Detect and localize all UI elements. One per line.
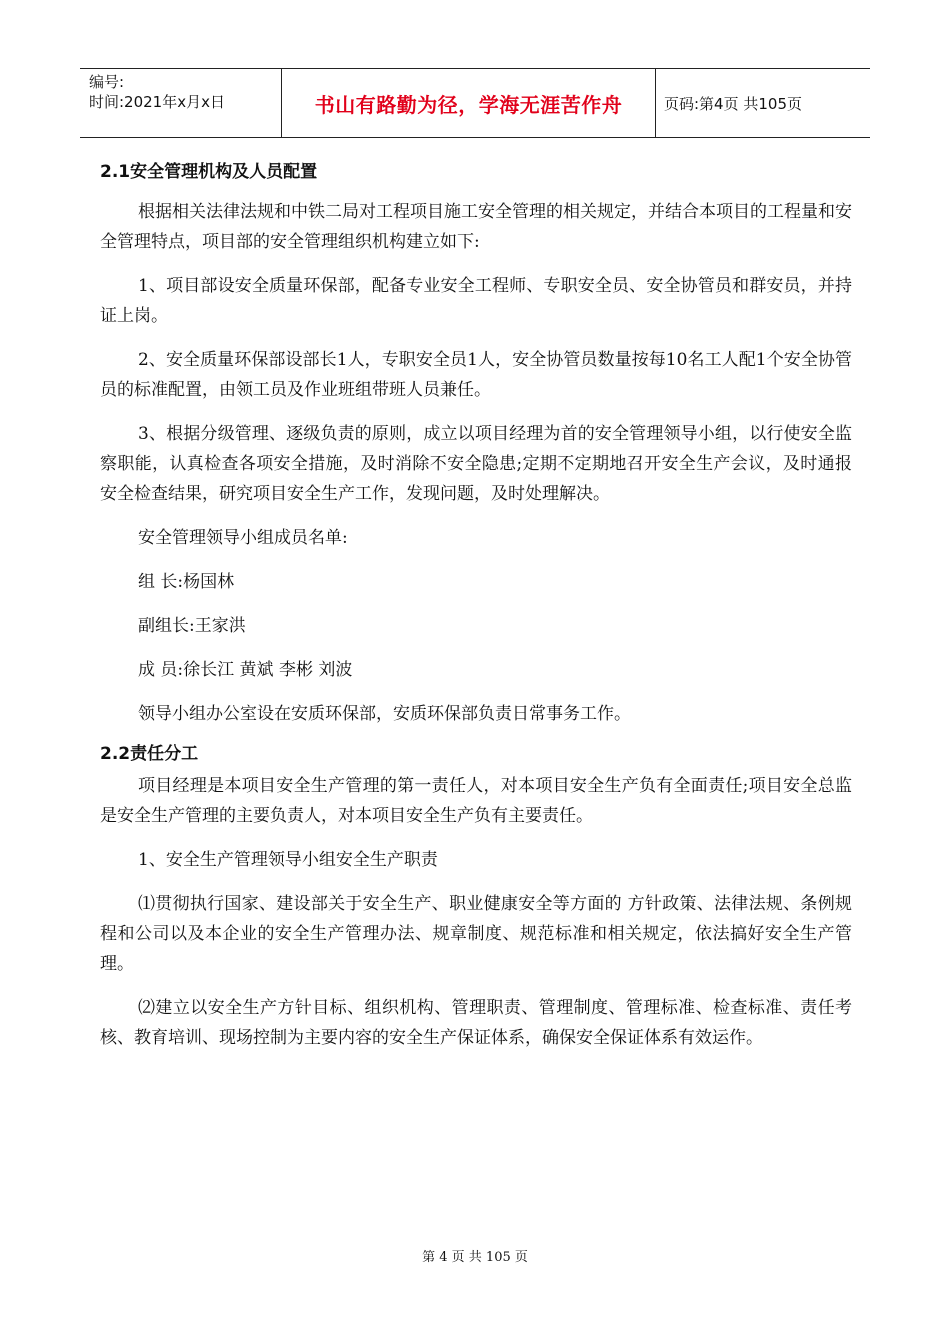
page-header [80,68,870,138]
section-heading-2-2: 2.2责任分工 [100,744,199,764]
section2-item-1-title: 1、安全生产管理领导小组安全生产职责 [138,850,438,870]
duty-2: ⑵建立以安全生产方针目标、组织机构、管理职责、管理制度、管理标准、检查标准、责任考核、教育培训、现场控制为主要内容的安全生产保证体系，确保安全保证体系有效运作。 [100,998,852,1048]
group-leader: 组 长:杨国林 [138,572,235,592]
section1-item-3: 3、根据分级管理、逐级负责的原则，成立以项目经理为首的安全管理领导小组，以行使安全监察职能，认真检查各项安全措施，及时消除不安全隐患;定期不定期地召开安全生产会议，及时通报安全检查结果，研究项目安全生产工作，发现问题，及时处理解决。 [100,424,852,504]
section1-item-2: 2、安全质量环保部设部长1人，专职安全员1人，安全协管员数量按每10名工人配1个安全协管员的标准配置，由领工员及作业班组带班人员兼任。 [100,350,852,400]
page-footer: 第 4 页 共 105 页 [422,1250,528,1265]
document-number-label: 编号: [89,73,125,91]
duty-1: ⑴贯彻执行国家、建设部关于安全生产、职业健康安全等方面的 方针政策、法律法规、条例规程和公司以及本企业的安全生产管理办法、规章制度、规范标准和相关规定，依法搞好安全生产管理。 [100,894,852,974]
section1-item-1: 1、项目部设安全质量环保部，配备专业安全工程师、专职安全员、安全协管员和群安员，并持证上岗。 [100,276,852,326]
group-deputy: 副组长:王家洪 [138,616,246,636]
header-slogan: 书山有路勤为径，学海无涯苦作舟 [282,69,656,137]
members-title: 安全管理领导小组成员名单: [138,528,348,548]
header-page-info: 页码:第4页 共105页 [664,94,802,113]
document-body [100,155,852,1053]
group-members: 成 员:徐长江 黄斌 李彬 刘波 [138,660,353,680]
document-date: 时间:2021年x月x日 [89,93,225,111]
header-meta [80,69,282,137]
section-heading-2-1: 2.1安全管理机构及人员配置 [100,162,318,182]
section1-intro: 根据相关法律法规和中铁二局对工程项目施工安全管理的相关规定，并结合本项目的工程量和安全管理特点，项目部的安全管理组织机构建立如下: [100,202,852,252]
office-note: 领导小组办公室设在安质环保部，安质环保部负责日常事务工作。 [138,704,631,724]
section2-intro: 项目经理是本项目安全生产管理的第一责任人，对本项目安全生产负有全面责任;项目安全总监是安全生产管理的主要负责人，对本项目安全生产负有主要责任。 [100,776,852,826]
